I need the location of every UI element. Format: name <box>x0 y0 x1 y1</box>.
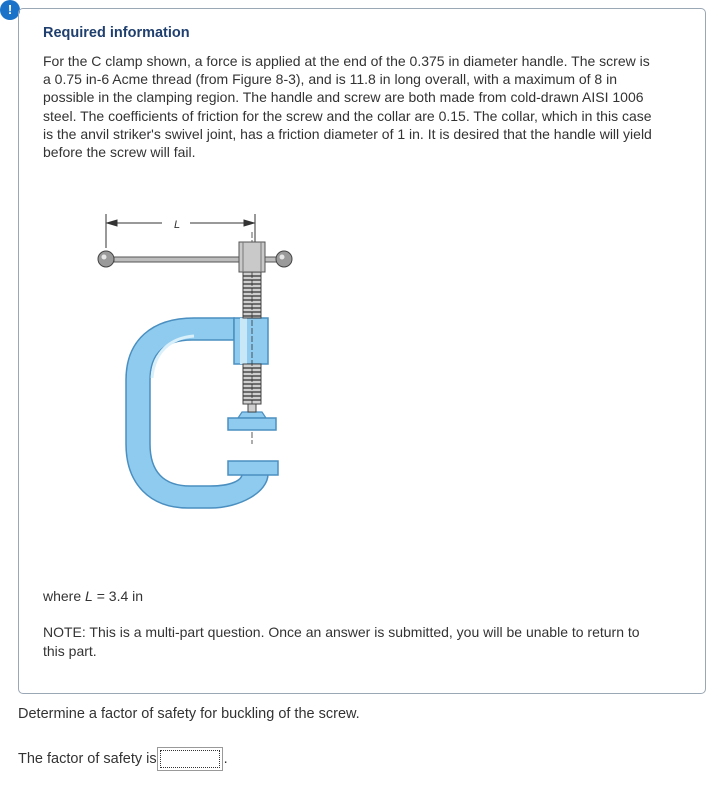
where-value: = 3.4 in <box>92 588 144 604</box>
answer-suffix: . <box>223 751 228 767</box>
dimension-label: L <box>174 219 181 231</box>
multi-part-note: NOTE: This is a multi-part question. Once an answer is submitted, you will be unable to return to this part. <box>43 624 640 659</box>
handle <box>98 242 292 272</box>
anvil <box>228 461 278 475</box>
answer-label: The factor of safety is <box>18 751 157 767</box>
swivel-pad <box>238 412 266 418</box>
question-text: Determine a factor of safety for buckling of the screw. <box>18 706 360 722</box>
where-line <box>43 588 143 604</box>
collar-highlight <box>240 318 247 364</box>
c-clamp-figure <box>92 212 302 512</box>
where-variable: L <box>85 588 93 604</box>
answer-line <box>18 750 228 768</box>
frame-collar <box>234 318 268 364</box>
problem-statement: For the C clamp shown, a force is applied at the end of the 0.375 in diameter handle. The screw is a 0.75 in-6 Acme thread (from Figure 8-3), and is 11.8 in long overall, with a maximum of 8 in possible in the clamping region. The handle and screw are both made from cold-drawn AISI 1006 steel. The coefficients of friction for the screw and the collar are 0.15. The collar, which in this case is the anvil striker's swivel joint, has a friction diameter of 1 in. It is desired that the handle will yield before the screw will fail. <box>43 53 652 161</box>
where-prefix: where <box>43 588 86 604</box>
swivel-foot <box>228 418 276 430</box>
dimension-line <box>106 214 255 248</box>
factor-of-safety-input[interactable] <box>160 750 220 768</box>
info-title: Required information <box>43 25 190 41</box>
alert-icon: ! <box>0 0 20 20</box>
